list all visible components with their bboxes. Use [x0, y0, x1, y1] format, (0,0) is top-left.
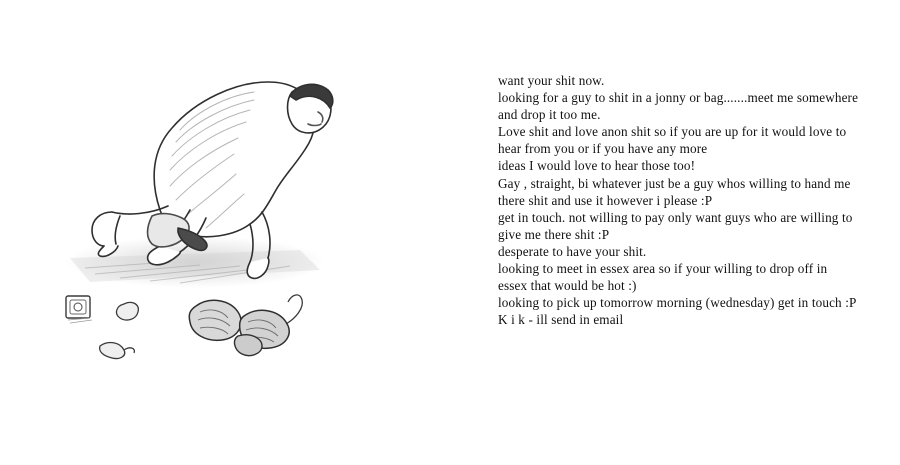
- ad-text-line: Gay , straight, bi whatever just be a guy whos willing to hand me: [498, 175, 851, 191]
- ad-text-line: ideas I would love to hear those too!: [498, 158, 696, 174]
- ad-text-line: want your shit now.: [498, 73, 605, 88]
- ad-text-line: K i k - ill send in email: [498, 312, 624, 328]
- condom-wrapper: [66, 296, 92, 323]
- ad-text-line: give me there shit :P: [498, 226, 610, 242]
- ad-text-block: [498, 72, 870, 328]
- ad-text-line: looking to meet in essex area so if your willing to drop off in: [498, 261, 828, 277]
- small-worm-shape: [100, 302, 139, 358]
- ad-text-line: hear from you or if you have any more: [498, 141, 708, 157]
- ad-text-line: looking for a guy to shit in a jonny or bag.......meet me somewhere: [498, 90, 859, 106]
- feces-shape-left: [189, 300, 241, 340]
- ad-text-line: essex that would be hot :): [498, 278, 637, 294]
- ad-text-line: there shit and use it however i please :P: [498, 192, 713, 208]
- ad-text-line: desperate to have your shit.: [498, 243, 647, 259]
- ad-text-line: get in touch. not willing to pay only want guys who are willing to: [498, 209, 853, 225]
- ad-text-line: Love shit and love anon shit so if you are up for it would love to: [498, 124, 847, 140]
- ad-text-line: looking to pick up tomorrow morning (wednesday) get in touch :P: [498, 295, 857, 311]
- ad-text-line: and drop it too me.: [498, 107, 601, 123]
- feces-shape-right: [235, 335, 262, 356]
